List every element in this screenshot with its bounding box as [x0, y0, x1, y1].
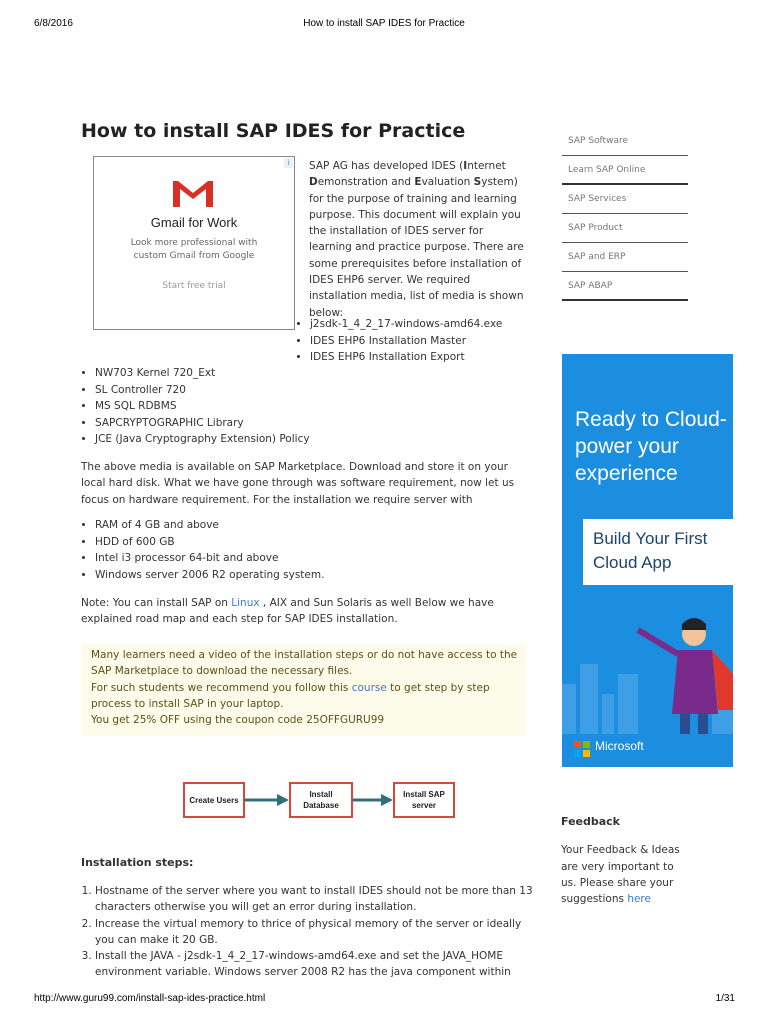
- arrow-right-icon: [245, 792, 289, 808]
- feedback-heading: Feedback: [561, 815, 620, 828]
- list-item: • IDES EHP6 Installation Export: [310, 349, 502, 366]
- feedback-text: Your Feedback & Ideas are very important to us. Please share your suggestions here: [561, 844, 680, 906]
- ad-button-label: Build Your First Cloud App: [593, 529, 708, 572]
- page-number: 1/31: [715, 993, 735, 1004]
- list-item: • SAPCRYPTOGRAPHIC Library: [95, 415, 310, 432]
- course-callout: [81, 644, 526, 736]
- ad-button[interactable]: [583, 519, 733, 585]
- sidebar-item-sap-software[interactable]: SAP Software: [562, 127, 688, 156]
- feedback-link[interactable]: here: [627, 893, 651, 906]
- microsoft-ad[interactable]: [562, 354, 733, 767]
- list-item: • IDES EHP6 Installation Master: [310, 333, 502, 350]
- print-header: [0, 0, 768, 40]
- step-item: 1. Hostname of the server where you want to install IDES should not be more than 13 characters otherwise you will get an error during installation.: [95, 883, 540, 916]
- city-skyline-illustration: [562, 614, 733, 734]
- list-item: • Windows server 2006 R2 operating system.: [95, 567, 324, 584]
- installation-steps: [81, 883, 540, 981]
- hardware-list: [81, 517, 324, 583]
- print-title: How to install SAP IDES for Practice: [303, 18, 465, 29]
- list-item: • NW703 Kernel 720_Ext: [95, 365, 310, 382]
- steps-heading: Installation steps:: [81, 856, 194, 869]
- article-title: How to install SAP IDES for Practice: [81, 120, 466, 142]
- ad-cta-link[interactable]: Start free trial: [162, 281, 226, 291]
- feedback-section: [561, 814, 701, 907]
- flow-step-install-sap-server: Install SAP server: [393, 782, 455, 818]
- list-item: • JCE (Java Cryptography Extension) Policy: [95, 431, 310, 448]
- print-url: http://www.guru99.com/install-sap-ides-practice.html: [34, 993, 266, 1004]
- ad-title: Gmail for Work: [150, 215, 238, 230]
- course-link[interactable]: course: [351, 681, 387, 694]
- ad-headline: Ready to Cloud-power your experience: [575, 408, 727, 485]
- arrow-right-icon: [353, 792, 393, 808]
- callout-line: Many learners need a video of the installation steps or do not have access to the SAP Marketplace to download the necessary files.: [91, 649, 518, 678]
- gmail-logo-icon: [171, 177, 215, 209]
- note-paragraph: Note: You can install SAP on Linux , AIX and Sun Solaris as well Below we have explained road map and each step for SAP IDES installation.: [81, 597, 494, 626]
- step-item: 3. Install the JAVA - j2sdk-1_4_2_17-windows-amd64.exe and set the JAVA_HOME environment variable. Windows server 2008 R2 has the java component within: [95, 948, 540, 981]
- sidebar-item-sap-and-erp[interactable]: SAP and ERP: [562, 243, 688, 272]
- sidebar-nav: [562, 127, 688, 301]
- list-item: • HDD of 600 GB: [95, 534, 324, 551]
- gmail-ad[interactable]: [93, 156, 295, 330]
- media-list: [296, 316, 502, 366]
- intro-paragraph: SAP AG has developed IDES (Internet Demonstration and Evaluation System) for the purpose of training and learning purpose. This document will explain you the installation of IDES server for learning and practice purpose. There are some prerequisites before installation of IDES EHP6 server. We required installation media, list of media is shown below:: [309, 160, 524, 319]
- coupon-line: You get 25% OFF using the coupon code 25OFFGURU99: [91, 714, 385, 727]
- list-item: • MS SQL RDBMS: [95, 398, 310, 415]
- media-list-continued: [81, 365, 310, 448]
- flow-step-create-users: Create Users: [183, 782, 245, 818]
- print-date: 6/8/2016: [34, 18, 73, 29]
- callout-line: For such students we recommend you follow this course to get step by step process to install SAP in your laptop.: [91, 681, 490, 710]
- marketplace-paragraph: The above media is available on SAP Marketplace. Download and store it on your local hard disk. What we have gone through was software requirement, now let us focus on hardware requirement. For the installation we require server with: [81, 461, 515, 506]
- list-item: • Intel i3 processor 64-bit and above: [95, 550, 324, 567]
- ad-brand: Microsoft: [595, 739, 644, 753]
- list-item: • j2sdk-1_4_2_17-windows-amd64.exe: [310, 316, 502, 333]
- linux-link[interactable]: Linux: [231, 597, 260, 609]
- print-footer: [0, 990, 768, 1024]
- sidebar-item-sap-product[interactable]: SAP Product: [562, 214, 688, 243]
- roadmap-diagram: [181, 780, 457, 828]
- sidebar-item-sap-abap[interactable]: SAP ABAP: [562, 272, 688, 301]
- flow-step-install-database: Install Database: [289, 782, 353, 818]
- sidebar-item-learn-sap-online[interactable]: Learn SAP Online: [562, 156, 688, 185]
- list-item: • RAM of 4 GB and above: [95, 517, 324, 534]
- ad-choices-icon[interactable]: i: [284, 158, 293, 168]
- list-item: • SL Controller 720: [95, 382, 310, 399]
- sidebar-item-sap-services[interactable]: SAP Services: [562, 185, 688, 214]
- step-item: 2. Increase the virtual memory to thrice of physical memory of the server or ideally you can make it 20 GB.: [95, 916, 540, 949]
- ad-subtitle: Look more professional with custom Gmail from Google: [130, 238, 258, 261]
